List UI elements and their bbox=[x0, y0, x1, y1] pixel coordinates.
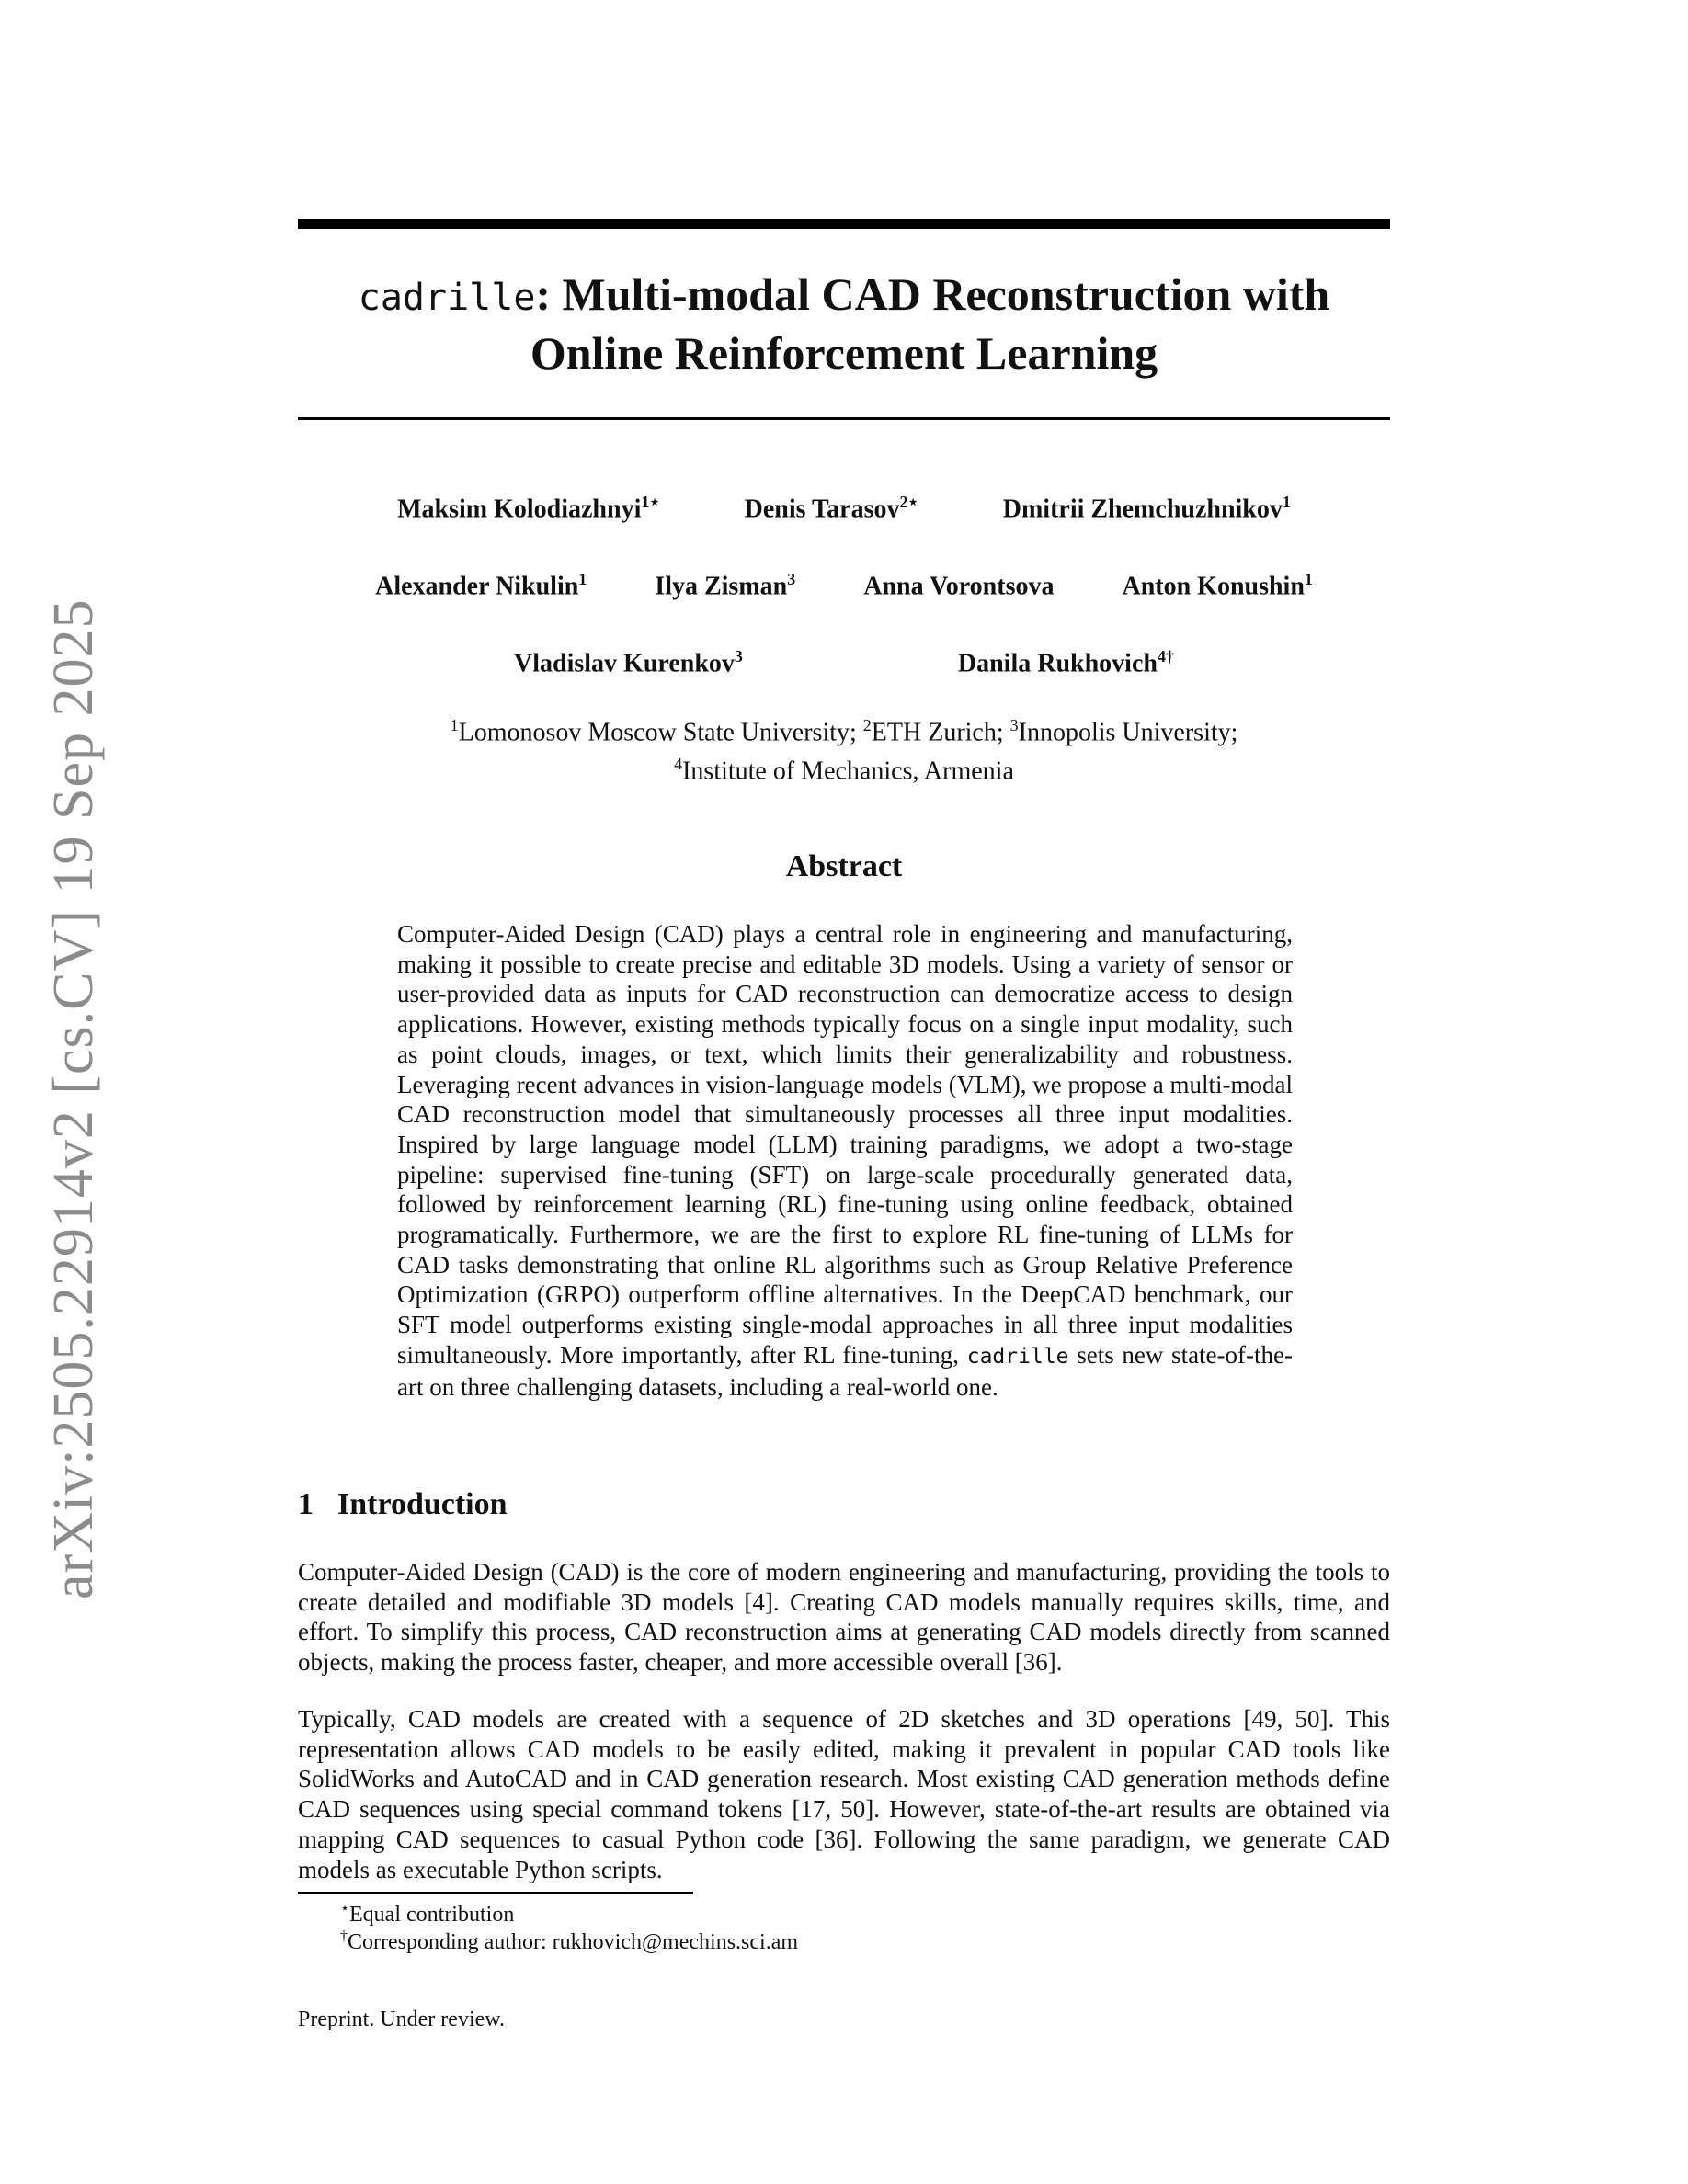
section-heading-introduction: 1 Introduction bbox=[298, 1487, 508, 1521]
preprint-notice: Preprint. Under review. bbox=[298, 2008, 506, 2031]
intro-paragraph-1: Computer-Aided Design (CAD) is the core of modern engineering and manufacturing, providing the tools to create detailed and modifiable 3D models [4]. Creating CAD models manually requires skills, time, and effort. To simplify this process, CAD reconstruction aims at generating CAD models directly from scanned objects, making the process faster, cheaper, and more accessible overall [36]. bbox=[298, 1558, 1390, 1677]
author: Alexander Nikulin$^1$ bbox=[375, 570, 587, 601]
author: Vladislav Kurenkov$^3$ bbox=[514, 647, 743, 678]
footnote-equal-contribution: ⋆Equal contribution bbox=[340, 1901, 515, 1927]
author: Anton Konushin$^1$ bbox=[1122, 570, 1313, 601]
abstract-model-name: cadrille bbox=[966, 1344, 1069, 1369]
intro-paragraph-2: Typically, CAD models are created with a sequence of 2D sketches and 3D operations [49, 50]. This representation allows CAD models to be easily edited, making it prevalent in popular CAD tools like SolidWorks and AutoCAD and in CAD generation research. Most existing CAD generation methods define CAD sequences using special command tokens [17, 50]. However, state-of-the-art results are obtained via mapping CAD sequences to casual Python code [36]. Following the same paradigm, we generate CAD models as executable Python scripts. bbox=[298, 1705, 1390, 1883]
affiliations-line-2: $^4$Institute of Mechanics, Armenia bbox=[674, 755, 1014, 786]
title-line-2: Online Reinforcement Learning bbox=[530, 327, 1158, 379]
footnote-rule bbox=[298, 1892, 693, 1894]
title-bottom-rule bbox=[298, 417, 1390, 420]
abstract-body: Computer-Aided Design (CAD) plays a central role in engineering and manufacturing, making it possible to create precise and editable 3D models. Using a variety of sensor or user-provided data as inputs for CAD reconstruction can democratize access to design applications. However, existing methods typically focus on a single input modality, such as point clouds, images, or text, which limits their generalizability and robustness. Leveraging recent advances in vision-language models (VLM), we propose a multi-modal CAD reconstruction model that simultaneously processes all three input modalities. Inspired by large language model (LLM) training paradigms, we adopt a two-stage pipeline: supervised fine-tuning (SFT) on large-scale procedurally generated data, followed by reinforcement learning (RL) fine-tuning using online feedback, obtained programatically. Furthermore, we are the first to explore RL fine-tuning of LLMs for CAD tasks demonstrating that online RL algorithms such as Group Relative Preference Optimization (GRPO) outperform offline alternatives. In the DeepCAD benchmark, our SFT model outperforms existing single-modal approaches in all three input modalities simultaneously. More importantly, after RL fine-tuning, cadrille sets new state-of-the-art on three challenging datasets, including a real-world one. bbox=[397, 920, 1293, 1401]
abstract-heading: Abstract bbox=[785, 849, 903, 883]
paper-title bbox=[298, 267, 1390, 381]
author: Maksim Kolodiazhnyi$^{1⋆}$ bbox=[397, 493, 660, 524]
author-row-3 bbox=[298, 647, 1390, 678]
title-line-1-rest: : Multi-modal CAD Reconstruction with bbox=[535, 268, 1330, 320]
title-top-rule bbox=[298, 219, 1390, 229]
author: Anna Vorontsova bbox=[863, 572, 1055, 601]
author: Danila Rukhovich$^{4\dagger}$ bbox=[957, 647, 1174, 678]
affiliations bbox=[298, 710, 1390, 788]
arxiv-identifier-stamp: arXiv:2505.22914v2 [cs.CV] 19 Sep 2025 bbox=[42, 598, 105, 1599]
author: Ilya Zisman$^3$ bbox=[655, 570, 796, 601]
author-row-2 bbox=[298, 570, 1390, 601]
title-line-1 bbox=[298, 267, 1390, 325]
author: Denis Tarasov$^{2⋆}$ bbox=[744, 493, 918, 524]
affiliations-line-1: $^1$Lomonosov Moscow State University; $^2$ETH Zurich; $^3$Innopolis University; bbox=[450, 716, 1238, 747]
title-model-name: cadrille bbox=[358, 277, 536, 319]
footnote-corresponding-author: †Corresponding author: rukhovich@mechins.sci.am bbox=[340, 1928, 799, 1954]
author-row-1 bbox=[298, 493, 1390, 524]
author: Dmitrii Zhemchuzhnikov$^1$ bbox=[1002, 493, 1291, 524]
